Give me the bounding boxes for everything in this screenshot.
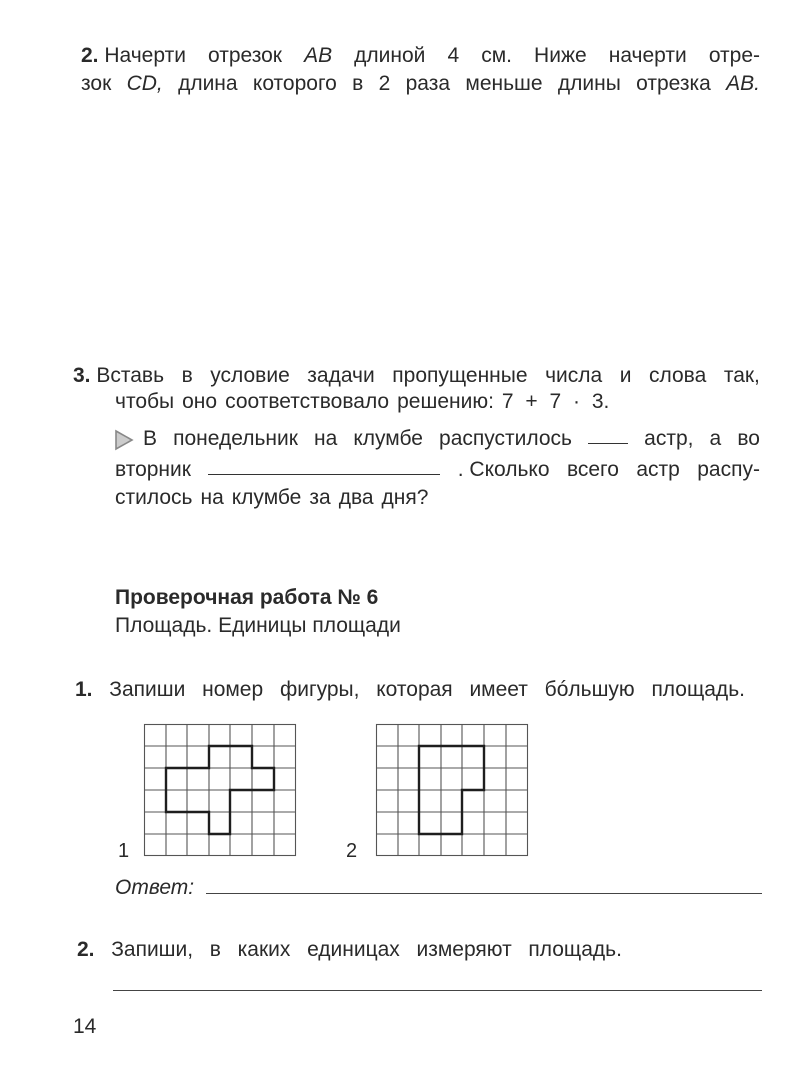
grid-lines [376,724,528,856]
task-2b-number: 2. [77,938,95,961]
task-2a-number: 2. [81,44,99,67]
figure-2-label: 2 [346,840,358,862]
problem-line1: В понедельник на клумбе распустилось астр, а во [143,427,760,450]
task-2a-line1: 2. Начерти отрезок AB длиной 4 см. Ниже начерти отре- [81,44,760,67]
task-2a-line2: зок CD, длина которого в 2 раза меньше длины отрезка AB. [81,72,760,95]
task-2b-answer-line[interactable] [113,990,762,991]
task-2b-text: 2. Запиши, в каких единицах измеряют площадь. [77,936,622,964]
triangle-marker-icon [114,430,134,450]
work-title: Проверочная работа № 6 [115,586,379,609]
figure-2-grid [376,724,528,856]
figure-1-label: 1 [118,840,130,862]
answer-line[interactable] [206,893,762,894]
task-2a [81,42,760,102]
task-2b [77,936,622,966]
task-3-problem [115,425,760,525]
task-1-text: 1. Запиши номер фигуры, которая имеет бóльшую площадь. [75,676,745,704]
task-3-line2: чтобы оно соответствовало решению: 7 + 7 · 3. [115,390,610,413]
task-1-number: 1. [75,678,93,701]
page-number: 14 [73,1015,97,1038]
task-3-number: 3. [73,364,91,387]
figure-1-grid [144,724,296,856]
problem-line3: стилось на клумбе за два дня? [115,486,429,509]
task-3-line1: 3. Вставь в условие задачи пропущенные числа и слова так, [73,364,760,387]
problem-line2: вторник . Сколько всего астр распу- [115,458,760,481]
answer-label: Ответ: [115,876,195,899]
words-blank[interactable] [208,456,440,475]
task-1 [75,676,745,706]
number-blank[interactable] [588,425,628,444]
work-subtitle: Площадь. Единицы площади [115,614,401,637]
